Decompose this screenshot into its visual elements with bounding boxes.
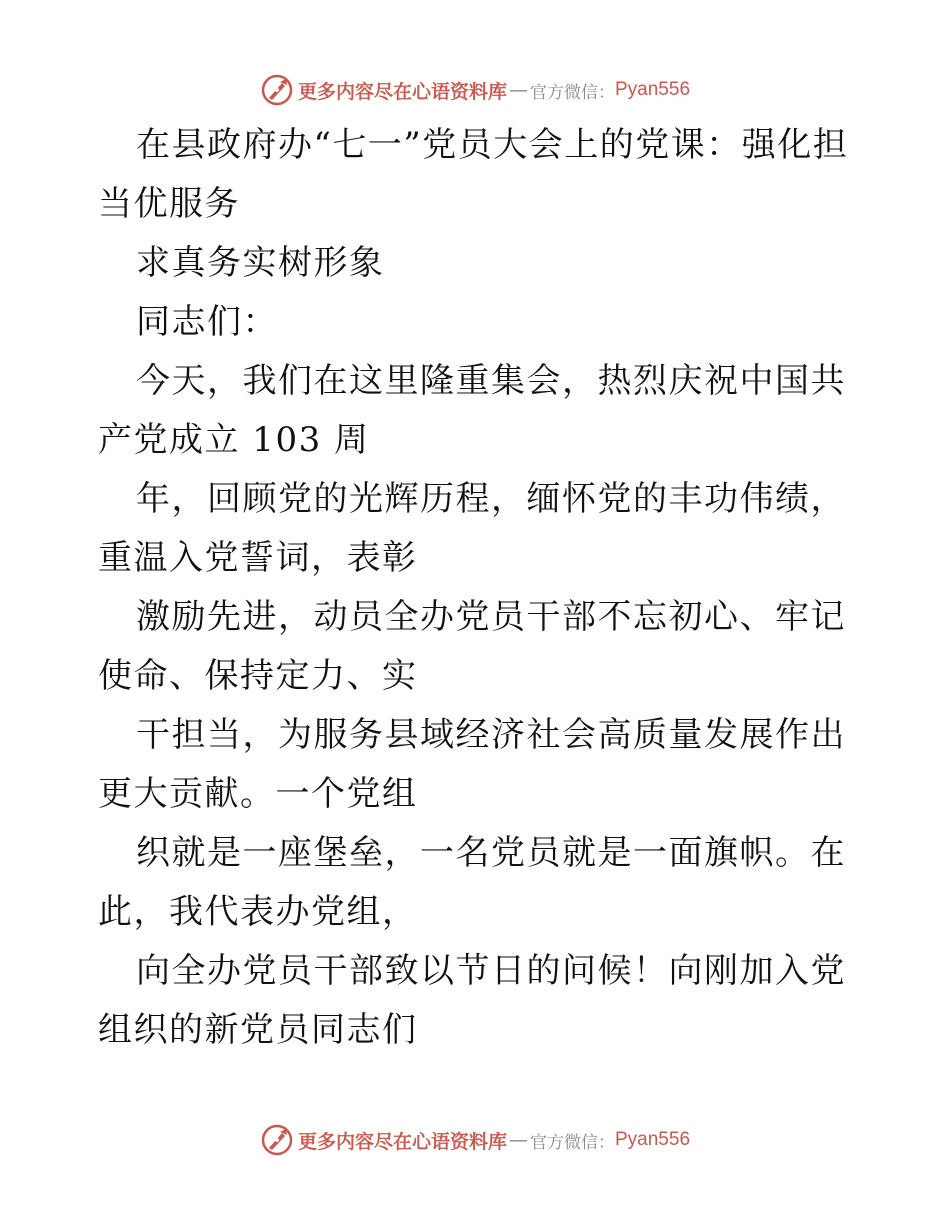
paragraph: 向全办党员干部致以节日的问候！向刚加入党组织的新党员同志们 — [98, 951, 846, 1050]
quill-pen-logo-icon — [260, 1123, 294, 1157]
banner-wechat-id: Pyan556 — [615, 1129, 691, 1150]
banner-main-text: 更多内容尽在心语资料库 — [297, 1130, 507, 1153]
paragraph: 激励先进，动员全办党员干部不忘初心、牢记使命、保持定力、实 — [98, 597, 846, 696]
document-body — [98, 116, 858, 1060]
paragraph: 今天，我们在这里隆重集会，热烈庆祝中国共产党成立 103 周 — [98, 361, 846, 460]
banner-wechat-label: 官方微信： — [530, 82, 615, 103]
banner-main-text: 更多内容尽在心语资料库 — [297, 80, 507, 103]
paragraph: 织就是一座堡垒，一名党员就是一面旗帜。在此，我代表办党组， — [98, 833, 846, 932]
quill-pen-logo-icon — [260, 73, 294, 107]
paragraph-subtitle: 求真务实树形象 — [136, 243, 385, 283]
footer-banner — [0, 1120, 950, 1160]
banner-separator: — — [509, 1129, 528, 1151]
header-banner — [0, 70, 950, 110]
banner-separator: — — [509, 79, 528, 101]
paragraph-title: 在县政府办“七一”党员大会上的党课：强化担当优服务 — [98, 125, 849, 224]
paragraph-salutation: 同志们： — [136, 302, 278, 342]
banner-wechat-label: 官方微信： — [530, 1132, 615, 1153]
banner-wechat-id: Pyan556 — [615, 79, 691, 100]
paragraph: 年，回顾党的光辉历程，缅怀党的丰功伟绩，重温入党誓词，表彰 — [98, 479, 846, 578]
paragraph: 干担当，为服务县域经济社会高质量发展作出更大贡献。一个党组 — [98, 715, 846, 814]
